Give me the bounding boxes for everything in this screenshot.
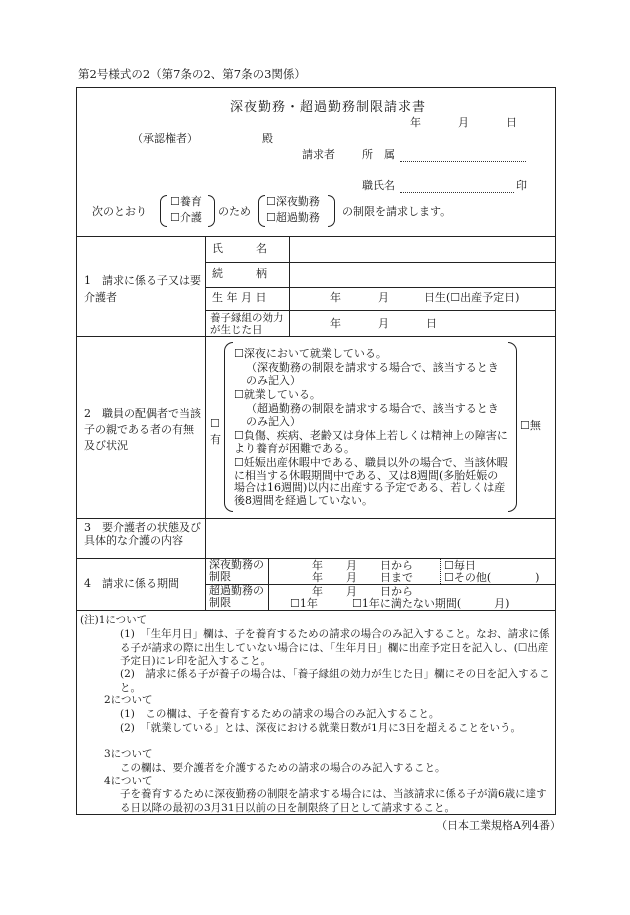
- notes-heading: (注)1について: [80, 614, 148, 626]
- spouse-has-label: 有: [210, 433, 221, 446]
- overtime-from-year: 年: [312, 585, 323, 598]
- spouse-unable-option[interactable]: ☐負傷、疾病、老齢又は身体上若しくは精神上の障害により養育が困難である。: [234, 429, 508, 455]
- night-limit-label: 深夜勤務の制限: [209, 558, 264, 584]
- column-divider: [205, 236, 206, 610]
- section4-label: 4 請求に係る期間: [84, 577, 179, 590]
- option-night[interactable]: ☐深夜勤務: [266, 195, 320, 208]
- spouse-working-note: （超過勤務の制限を請求する場合で、該当するときのみ記入）: [246, 402, 499, 428]
- field-relation-label: 続 柄: [212, 267, 267, 280]
- option-less-than-year[interactable]: ☐1年に満たない期間( 月): [352, 597, 510, 610]
- note-1-1: (1) 「生年月日」欄は、子を養育するための請求の場合のみ記入すること。なお、請求に係る子が請求の際に出生していない場合には、「生年月日」欄に出産予定日を記入し、(☐出産予定日)にレ印を記入すること。: [120, 628, 550, 668]
- spouse-night-note: （深夜勤務の制限を請求する場合で、該当するときのみ記入）: [246, 361, 499, 387]
- seal-mark: 印: [516, 179, 527, 192]
- overtime-from-month: 月: [346, 585, 357, 598]
- overtime-limit-label: 超過勤務の制限: [209, 584, 264, 610]
- adoption-month: 月: [378, 317, 389, 330]
- request-middle: のため: [218, 205, 251, 218]
- divider: [76, 236, 556, 237]
- column-divider: [268, 558, 269, 610]
- night-from-year: 年: [312, 559, 323, 572]
- divider: [205, 310, 556, 311]
- birth-year: 年: [330, 291, 341, 304]
- field-birth-label: 生 年 月 日: [212, 291, 267, 304]
- notes-heading-4: 4について: [104, 775, 153, 787]
- section3-label: 3 要介護者の状態及び具体的な介護の内容: [84, 521, 201, 548]
- column-divider: [440, 558, 441, 584]
- night-to-day: 日まで: [380, 571, 413, 584]
- column-divider: [289, 236, 290, 336]
- honorific: 殿: [262, 132, 273, 145]
- note-4: 子を養育するために深夜勤務の制限を請求する場合には、当該請求に係る子が満6歳に達する日以降の最初の3月31日以前の日を制限終了日として請求すること。: [120, 788, 547, 814]
- section2-label: 2 職員の配偶者で当該子の親である者の有無及び状況: [84, 407, 201, 452]
- notes-heading-2: 2について: [104, 694, 153, 706]
- spouse-none-option[interactable]: ☐無: [520, 419, 541, 432]
- adoption-day: 日: [426, 317, 437, 330]
- paper-size-footer: （日本工業規格A列4番）: [436, 819, 561, 832]
- date-day: 日: [506, 116, 517, 129]
- section1-label: 1 請求に係る子又は要介護者: [84, 274, 201, 304]
- note-2-1: (1) この欄は、子を養育するための請求の場合のみ記入すること。: [120, 708, 440, 720]
- approver-label: （承認権者）: [132, 132, 198, 145]
- name-label: 職氏名: [362, 179, 395, 192]
- option-daily[interactable]: ☐毎日: [444, 559, 476, 572]
- spouse-maternity-option[interactable]: ☐妊娠出産休暇中である、職員以外の場合で、当該休暇に相当する休暇期間中である、又は8週間(多胎妊娠の場合は16週間)以内に出産する予定である、若しくは産後8週間を経過していない。: [234, 456, 508, 507]
- notes-heading-3: 3について: [104, 748, 153, 760]
- spouse-has-checkbox[interactable]: ☐: [210, 417, 220, 430]
- bracket-left: [160, 195, 167, 227]
- request-prefix: 次のとおり: [92, 205, 147, 218]
- birth-month: 月: [378, 291, 389, 304]
- night-from-month: 月: [346, 559, 357, 572]
- date-month: 月: [458, 116, 469, 129]
- spouse-working-option[interactable]: ☐就業している。: [234, 388, 321, 401]
- divider: [76, 336, 556, 337]
- bracket-left: [224, 342, 233, 512]
- field-adoption-label: 養子縁組の効力が生じた日: [210, 312, 284, 337]
- overtime-from-day: 日から: [380, 585, 413, 598]
- date-year: 年: [410, 116, 421, 129]
- night-to-year: 年: [312, 571, 323, 584]
- bracket-left: [258, 195, 265, 227]
- adoption-year: 年: [330, 317, 341, 330]
- spouse-night-work-option[interactable]: ☐深夜において就業している。: [234, 347, 387, 360]
- birth-day-note[interactable]: 日生(☐出産予定日): [424, 291, 520, 304]
- requester-label: 請求者: [302, 148, 335, 161]
- note-2-2: (2) 「就業している」とは、深夜における就業日数が1月に3日を超えることをいう。: [120, 722, 521, 734]
- bracket-right: [208, 195, 215, 227]
- divider: [205, 262, 556, 263]
- bracket-right: [508, 342, 517, 512]
- note-1-2: (2) 請求に係る子が養子の場合は、「養子縁組の効力が生じた日」欄にその日を記入すること。: [120, 668, 550, 694]
- option-overtime[interactable]: ☐超過勤務: [266, 211, 320, 224]
- option-one-year[interactable]: ☐1年: [290, 597, 318, 610]
- name-field[interactable]: [400, 179, 514, 193]
- field-name-label: 氏 名: [212, 242, 267, 255]
- bracket-right: [328, 195, 335, 227]
- option-nursing[interactable]: ☐介護: [170, 211, 202, 224]
- night-to-month: 月: [346, 571, 357, 584]
- form-title: 深夜勤務・超過勤務制限請求書: [230, 100, 427, 115]
- night-from-day: 日から: [380, 559, 413, 572]
- option-other[interactable]: ☐その他( ): [444, 571, 540, 584]
- divider: [76, 518, 556, 519]
- option-care[interactable]: ☐養育: [170, 195, 202, 208]
- request-suffix: の制限を請求します。: [342, 205, 452, 218]
- note-3: この欄は、要介護者を介護するための請求の場合のみ記入すること。: [120, 762, 446, 774]
- nursing-detail-field[interactable]: [208, 522, 552, 556]
- affiliation-field[interactable]: [400, 148, 526, 162]
- form-number: 第2号様式の2（第7条の2、第7条の3関係）: [78, 67, 306, 81]
- divider: [205, 287, 556, 288]
- affiliation-label: 所 属: [362, 148, 395, 161]
